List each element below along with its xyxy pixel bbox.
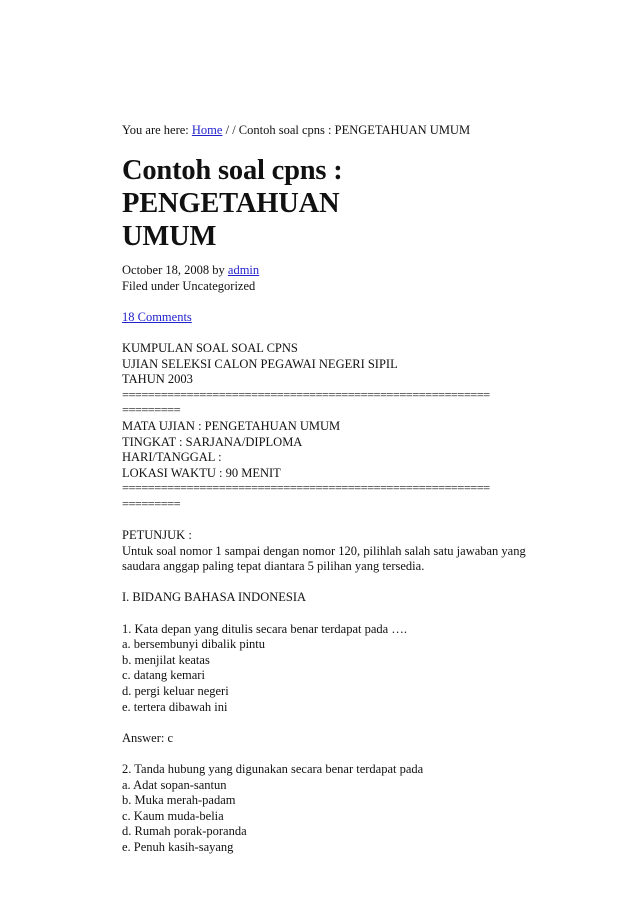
- comments-row: [122, 310, 562, 326]
- q1-option-d: d. pergi keluar negeri: [122, 684, 229, 699]
- header-line-1: KUMPULAN SOAL SOAL CPNS: [122, 340, 298, 355]
- section-heading: I. BIDANG BAHASA INDONESIA: [122, 590, 307, 605]
- document-page: [122, 122, 562, 856]
- q2-option-c: c. Kaum muda-belia: [122, 808, 224, 823]
- q2-option-d: d. Rumah porak-poranda: [122, 824, 247, 839]
- q1-option-c: c. datang kemari: [122, 668, 205, 683]
- separator-rule-2b: =========: [122, 496, 181, 511]
- question-2: 2. Tanda hubung yang digunakan secara benar terdapat pada: [122, 762, 424, 776]
- q1-option-a: a. bersembunyi dibalik pintu: [122, 637, 266, 652]
- q1-answer: Answer: c: [122, 730, 174, 745]
- instructions-label: PETUNJUK :: [122, 528, 192, 543]
- breadcrumb: [122, 122, 562, 138]
- post-date-by: October 18, 2008 by: [122, 263, 228, 277]
- author-link[interactable]: admin: [227, 263, 260, 277]
- q2-option-a: a. Adat sopan-santun: [122, 777, 227, 792]
- header-line-2: UJIAN SELEKSI CALON PEGAWAI NEGERI SIPIL: [122, 356, 398, 371]
- page-title-line-2: UMUM: [122, 221, 217, 252]
- breadcrumb-current: / / Contoh soal cpns : PENGETAHUAN UMUM: [222, 123, 471, 137]
- header-line-3: TAHUN 2003: [122, 372, 193, 387]
- separator-rule-1b: =========: [122, 403, 181, 418]
- instructions-text-2: saudara anggap paling tepat diantara 5 pilihan yang tersedia.: [122, 559, 425, 574]
- q1-option-b: b. menjilat keatas: [122, 652, 210, 667]
- post-category: Filed under Uncategorized: [122, 278, 256, 293]
- breadcrumb-home-link[interactable]: Home: [191, 123, 223, 137]
- page-title: [122, 154, 562, 253]
- header-line-7: LOKASI WAKTU : 90 MENIT: [122, 465, 281, 480]
- page-title-line-1: Contoh soal cpns : PENGETAHUAN: [122, 155, 343, 219]
- breadcrumb-prefix: You are here:: [122, 123, 192, 137]
- q2-option-b: b. Muka merah-padam: [122, 793, 236, 808]
- header-line-4: MATA UJIAN : PENGETAHUAN UMUM: [122, 418, 341, 433]
- separator-rule-1a: =========================================================: [122, 387, 490, 402]
- header-line-6: HARI/TANGGAL :: [122, 450, 222, 465]
- question-1: 1. Kata depan yang ditulis secara benar terdapat pada ….: [122, 621, 407, 636]
- q2-option-e: e. Penuh kasih-sayang: [122, 839, 234, 854]
- q1-option-e: e. tertera dibawah ini: [122, 699, 228, 714]
- comments-link[interactable]: 18 Comments: [122, 309, 192, 324]
- instructions-text-1: Untuk soal nomor 1 sampai dengan nomor 120, pilihlah salah satu jawaban yang: [122, 543, 526, 558]
- separator-rule-2a: =========================================================: [122, 481, 490, 496]
- post-meta-date: [122, 263, 562, 279]
- header-line-5: TINGKAT : SARJANA/DIPLOMA: [122, 434, 303, 449]
